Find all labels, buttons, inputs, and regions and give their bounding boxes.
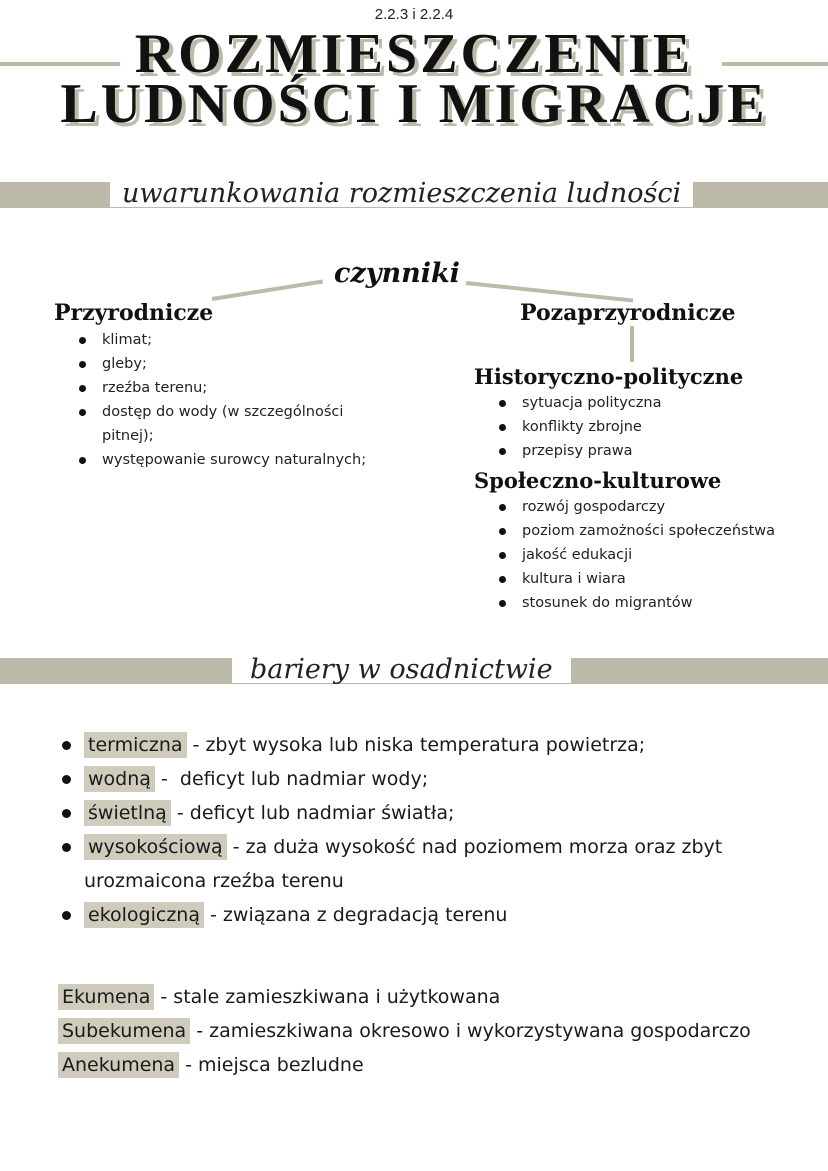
natural-heading: Przyrodnicze — [54, 300, 214, 326]
list-item: klimat; — [76, 328, 376, 352]
list-item: rozwój gospodarczy — [496, 495, 816, 519]
historical-heading: Historyczno-polityczne — [474, 364, 744, 389]
page-title-line-2: LUDNOŚCI I MIGRACJE — [60, 73, 768, 135]
historical-list — [496, 391, 796, 463]
list-item: jakość edukacji — [496, 543, 816, 567]
barrier-desc: - deficyt lub nadmiar światła; — [170, 802, 455, 824]
definitions — [58, 980, 751, 1082]
list-item: kultura i wiara — [496, 567, 816, 591]
list-item: dostęp do wody (w szczególności pitnej); — [76, 400, 376, 448]
definition-row — [58, 1014, 751, 1048]
barrier-term: wysokościową — [84, 834, 227, 860]
non-natural-heading: Pozaprzyrodnicze — [520, 300, 736, 326]
list-item — [62, 762, 762, 796]
barrier-term: świetlną — [84, 800, 171, 826]
factors-label: czynniki — [334, 258, 460, 289]
list-item: poziom zamożności społeczeństwa — [496, 519, 816, 543]
page-title-line-1: ROZMIESZCZENIE — [134, 23, 694, 85]
section-heading-conditions: uwarunkowania rozmieszczenia ludności — [110, 180, 693, 207]
social-heading: Społeczno-kulturowe — [474, 468, 722, 493]
connector-left — [212, 280, 323, 301]
definition-row — [58, 1048, 751, 1082]
definition-row — [58, 980, 751, 1014]
connector-vertical — [630, 326, 634, 362]
list-item: gleby; — [76, 352, 376, 376]
barrier-desc: - zbyt wysoka lub niska temperatura powietrza; — [186, 734, 646, 756]
barriers-list — [62, 728, 762, 932]
list-item — [62, 830, 762, 898]
barrier-term: ekologiczną — [84, 902, 204, 928]
list-item: konflikty zbrojne — [496, 415, 796, 439]
definition-desc: - miejsca bezludne — [179, 1054, 364, 1076]
topic-code: 2.2.3 i 2.2.4 — [374, 6, 454, 23]
definition-term: Subekumena — [58, 1018, 190, 1044]
list-item: występowanie surowcy naturalnych; — [76, 448, 376, 472]
list-item — [62, 728, 762, 762]
list-item: stosunek do migrantów — [496, 591, 816, 615]
definition-term: Ekumena — [58, 984, 154, 1010]
definition-term: Anekumena — [58, 1052, 179, 1078]
list-item: rzeźba terenu; — [76, 376, 376, 400]
list-item: sytuacja polityczna — [496, 391, 796, 415]
list-item — [62, 796, 762, 830]
list-item: przepisy prawa — [496, 439, 796, 463]
list-item — [62, 898, 762, 932]
section-heading-barriers: bariery w osadnictwie — [232, 656, 571, 683]
barrier-desc: - za duża wysokość nad poziomem morza oraz zbyt urozmaicona rzeźba terenu — [84, 836, 723, 892]
social-list — [496, 495, 816, 615]
barrier-desc: - deficyt lub nadmiar wody; — [154, 768, 429, 790]
definition-desc: - zamieszkiwana okresowo i wykorzystywana gospodarczo — [190, 1020, 751, 1042]
natural-list — [76, 328, 376, 472]
barrier-desc: - związana z degradacją terenu — [204, 904, 508, 926]
barrier-term: wodną — [84, 766, 155, 792]
definition-desc: - stale zamieszkiwana i użytkowana — [154, 986, 501, 1008]
barrier-term: termiczna — [84, 732, 187, 758]
